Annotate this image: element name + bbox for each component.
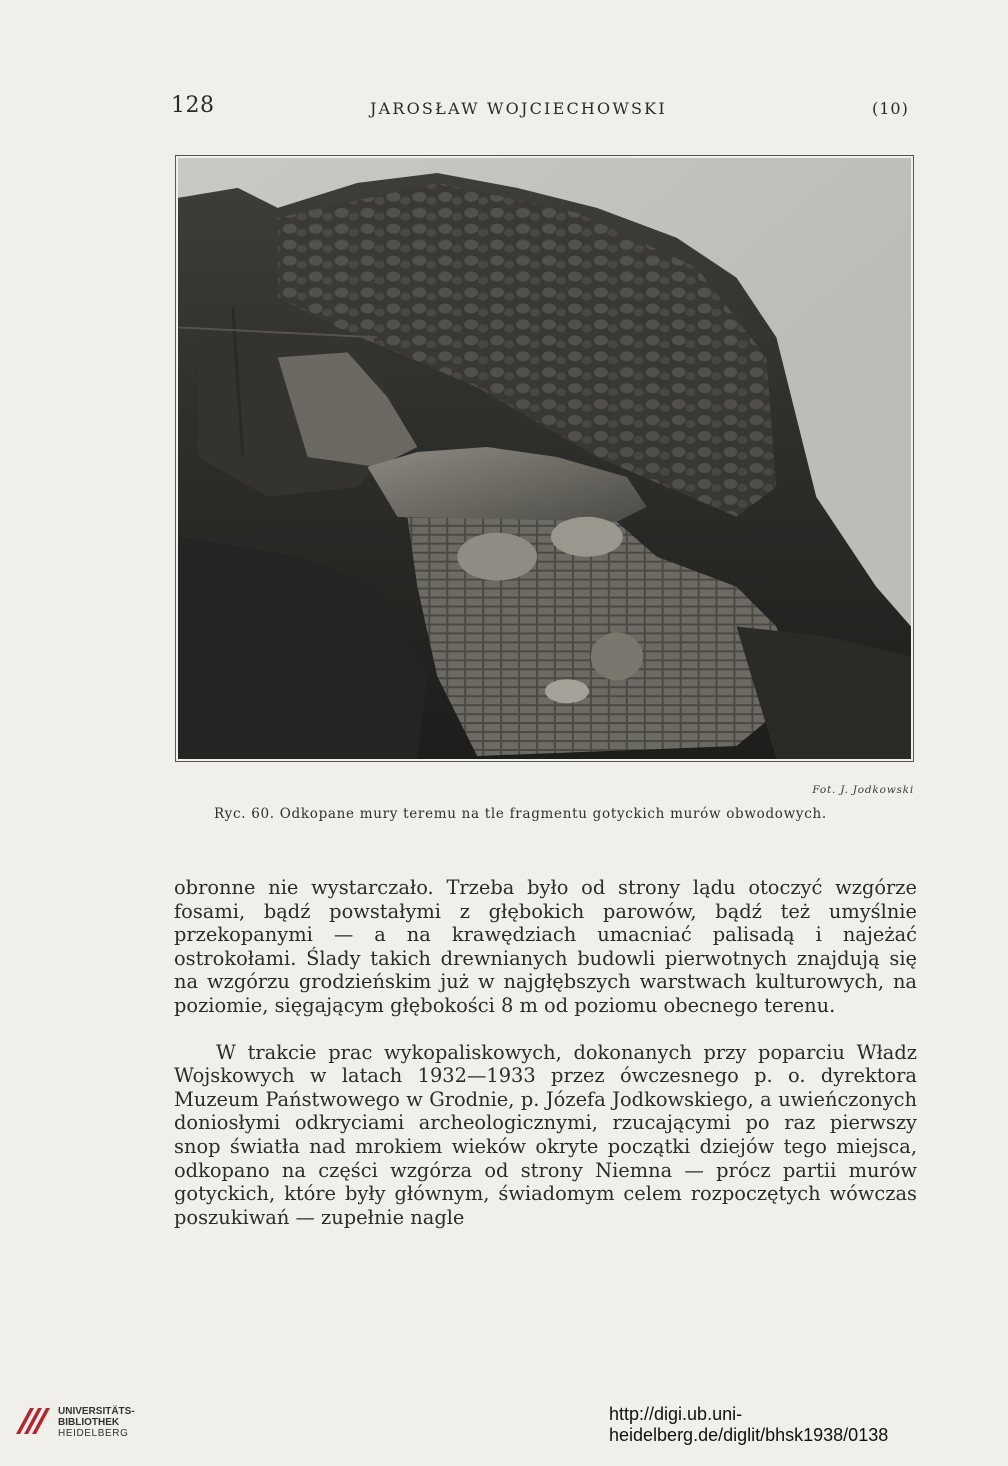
library-emblem-icon: [12, 1404, 52, 1440]
section-number: (10): [872, 99, 909, 118]
library-name-line3: HEIDELBERG: [58, 1427, 129, 1439]
figure-photo: [175, 155, 914, 762]
photo-credit: Fot. J. Jodkowski: [812, 784, 914, 796]
ruins-photograph: [178, 158, 911, 759]
library-name-line1: UNIVERSITÄTS-: [58, 1405, 135, 1417]
running-title: JAROSŁAW WOJCIECHOWSKI: [370, 99, 667, 118]
source-url-link[interactable]: http://digi.ub.uni-heidelberg.de/diglit/bhsk1938/0138: [609, 1404, 889, 1445]
body-text: [174, 876, 917, 1229]
paragraph: obronne nie wystarczało. Trzeba było od strony lądu otoczyć wzgórze fosami, bądź powstałymi z głębokich parowów, bądź też umyślnie przekopanymi — a na krawędziach umacniać palisadą i najeżać ostrokołami. Ślady takich drewnianych budowli pierwotnych znajdują się na wzgórzu grodzieńskim już w najgłębszych warstwach kulturowych, na poziomie, sięgającym głębokości 8 m od poziomu obecnego terenu.: [174, 876, 917, 1017]
paragraph: W trakcie prac wykopaliskowych, dokonanych przy poparciu Władz Wojskowych w latach 1932—1933 przez ówczesnego p. o. dyrektora Muzeum Państwowego w Grodnie, p. Józefa Jodkowskiego, a uwieńczonych doniosłymi odkryciami archeologicznymi, rzucającymi po raz pierwszy snop światła nad mrokiem wieków okryte początki dziejów tego miejsca, odkopano na części wzgórza od strony Niemna — prócz partii murów gotyckich, które były głównym, świadomym celem rozpoczętych wówczas poszukiwań — zupełnie nagle: [174, 1040, 917, 1229]
figure-caption: Ryc. 60. Odkopane mury teremu na tle fragmentu gotyckich murów obwodowych.: [214, 806, 827, 822]
library-logo: [12, 1404, 135, 1440]
page-number: 128: [171, 93, 215, 118]
library-name-line2: BIBLIOTHEK: [58, 1416, 120, 1428]
